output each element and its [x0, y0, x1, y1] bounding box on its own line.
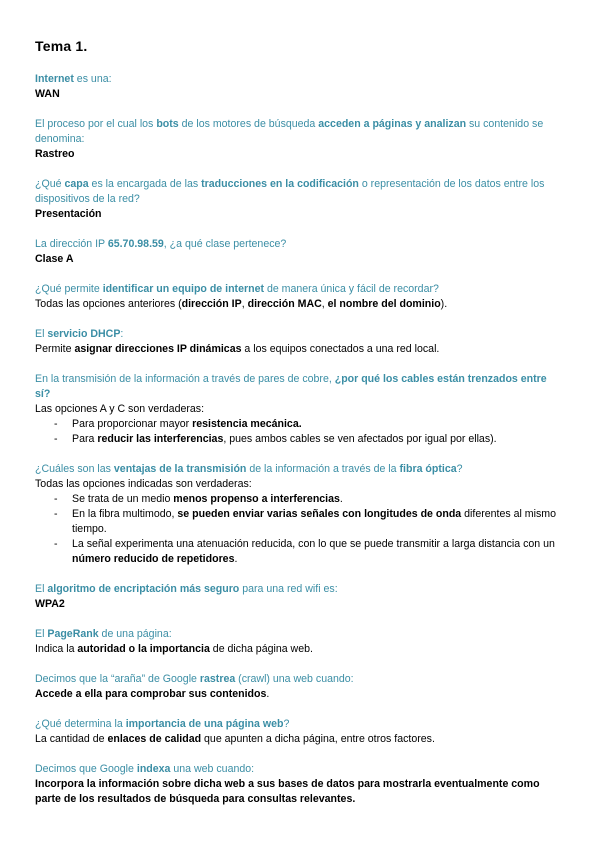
qa-block — [35, 177, 564, 222]
qa-block — [35, 237, 564, 267]
answer — [35, 297, 564, 312]
bold-text: se pueden enviar varias señales con longitudes de onda — [177, 508, 462, 520]
answer — [35, 252, 564, 267]
bold-text: ¿por qué los cables están trenzados entre sí? — [35, 373, 547, 400]
bold-text: 65.70.98.59 — [107, 238, 164, 250]
text-run: para una red wifi es: — [239, 583, 338, 595]
bold-text: algoritmo de encriptación más seguro — [47, 583, 240, 595]
text-run: ¿Qué determina la — [35, 718, 126, 730]
bold-text: indexa — [136, 763, 171, 775]
answer — [35, 687, 564, 702]
bold-text: fibra óptica — [399, 463, 457, 475]
text-run: ? — [456, 463, 463, 475]
answer — [35, 342, 564, 357]
bold-text: reducir las interferencias — [97, 433, 224, 445]
question — [35, 177, 564, 207]
bold-text: traducciones en la codificación — [201, 178, 359, 190]
bold-text: Rastreo — [35, 148, 75, 160]
bold-text: WPA2 — [35, 598, 65, 610]
text-run: de dicha página web. — [209, 643, 313, 655]
bold-text: acceden a páginas y analizan — [318, 118, 467, 130]
text-run: ¿Qué permite — [35, 283, 103, 295]
question — [35, 627, 564, 642]
bold-text: capa — [64, 178, 89, 190]
bold-text: asignar direcciones IP dinámicas — [74, 343, 242, 355]
question — [35, 72, 564, 87]
bold-text: Incorpora la información sobre dicha web a sus bases de datos para mostrarla eventualmente como parte de los resultados de búsqueda para consultas relevantes. — [35, 778, 540, 805]
text-run: La señal experimenta una atenuación reducida, con lo que se puede transmitir a larga distancia con un — [72, 538, 555, 550]
text-run: su contenido se denomina: — [35, 118, 544, 145]
bold-text: dirección MAC — [247, 298, 322, 310]
answer — [35, 642, 564, 657]
bold-text: número reducido de repetidores — [72, 553, 235, 565]
bold-text: Presentación — [35, 208, 102, 220]
qa-block — [35, 582, 564, 612]
question — [35, 327, 564, 342]
text-run: En la transmisión de la información a través de pares de cobre, — [35, 373, 335, 385]
text-run: Todas las opciones indicadas son verdaderas: — [35, 478, 252, 490]
text-run: El — [35, 628, 48, 640]
text-run: , pues ambos cables se ven afectados por igual por ellas). — [223, 433, 497, 445]
text-run: ? — [283, 718, 290, 730]
question — [35, 582, 564, 597]
text-run: El proceso por el cual los — [35, 118, 157, 130]
bold-text: rastrea — [199, 673, 236, 685]
qa-block — [35, 117, 564, 162]
qa-block — [35, 672, 564, 702]
text-run: Decimos que Google — [35, 763, 137, 775]
text-run: . — [266, 688, 270, 700]
bold-text: dirección IP — [181, 298, 242, 310]
text-run: , — [321, 298, 328, 310]
text-run: de los motores de búsqueda — [178, 118, 319, 130]
bold-text: Clase A — [35, 253, 74, 265]
answer — [35, 87, 564, 102]
bold-text: identificar un equipo de internet — [102, 283, 264, 295]
text-run: La dirección IP — [35, 238, 108, 250]
question — [35, 282, 564, 297]
question — [35, 672, 564, 687]
bold-text: WAN — [35, 88, 60, 100]
text-run: es una: — [73, 73, 112, 85]
qa-block — [35, 282, 564, 312]
answer-list — [35, 492, 564, 567]
list-item — [35, 492, 564, 507]
text-run: es la encargada de las — [88, 178, 202, 190]
text-run: El — [35, 328, 48, 340]
text-run: Indica la — [35, 643, 78, 655]
answer — [35, 477, 564, 492]
bold-text: autoridad o la importancia — [77, 643, 210, 655]
bold-text: el nombre del dominio — [327, 298, 441, 310]
bold-text: servicio DHCP — [47, 328, 121, 340]
text-run: . — [339, 493, 343, 505]
answer — [35, 147, 564, 162]
qa-block — [35, 717, 564, 747]
text-run: , ¿a qué clase pertenece? — [163, 238, 287, 250]
bold-text: bots — [156, 118, 179, 130]
list-item — [35, 432, 564, 447]
bold-text: enlaces de calidad — [107, 733, 202, 745]
page-title: Tema 1. — [35, 38, 88, 54]
question — [35, 462, 564, 477]
bold-text: menos propenso a interferencias — [173, 493, 340, 505]
text-run: diferentes al mismo tiempo. — [72, 508, 556, 535]
text-run: Se trata de un medio — [72, 493, 174, 505]
text-run: . — [234, 553, 238, 565]
text-run: Para — [72, 433, 98, 445]
text-run: El — [35, 583, 48, 595]
text-run: Las opciones A y C son verdaderas: — [35, 403, 205, 415]
text-run: Permite — [35, 343, 75, 355]
text-run: En la fibra multimodo, — [72, 508, 178, 520]
text-run: Decimos que la “araña” de Google — [35, 673, 200, 685]
text-run: Para proporcionar mayor — [72, 418, 193, 430]
text-run: o representación de los datos entre los dispositivos de la red? — [35, 178, 545, 205]
list-item — [35, 417, 564, 432]
answer — [35, 732, 564, 747]
qa-block — [35, 72, 564, 102]
list-item — [35, 507, 564, 537]
answer — [35, 777, 564, 807]
question — [35, 372, 564, 402]
text-run: ¿Cuáles son las — [35, 463, 114, 475]
text-run: La cantidad de — [35, 733, 108, 745]
text-run: de una página: — [98, 628, 172, 640]
qa-block — [35, 327, 564, 357]
answer-list — [35, 417, 564, 447]
text-run: (crawl) una web cuando: — [235, 673, 354, 685]
text-run: Todas las opciones anteriores ( — [35, 298, 182, 310]
text-run: , — [241, 298, 248, 310]
answer — [35, 207, 564, 222]
answer — [35, 597, 564, 612]
text-run: de manera única y fácil de recordar? — [264, 283, 439, 295]
text-run: ). — [440, 298, 448, 310]
question-list — [35, 72, 564, 807]
bold-text: resistencia mecánica. — [192, 418, 302, 430]
text-run: que apunten a dicha página, entre otros factores. — [201, 733, 435, 745]
bold-text: ventajas de la transmisión — [113, 463, 247, 475]
list-item — [35, 537, 564, 567]
answer — [35, 402, 564, 417]
qa-block — [35, 627, 564, 657]
text-run: ¿Qué — [35, 178, 65, 190]
bold-text: Accede a ella para comprobar sus contenidos — [35, 688, 267, 700]
question — [35, 762, 564, 777]
bold-text: importancia de una página web — [125, 718, 284, 730]
text-run: una web cuando: — [170, 763, 255, 775]
text-run: de la información a través de la — [246, 463, 400, 475]
bold-text: Internet — [35, 73, 74, 85]
qa-block — [35, 462, 564, 567]
qa-block — [35, 372, 564, 447]
question — [35, 237, 564, 252]
text-run: a los equipos conectados a una red local. — [241, 343, 440, 355]
qa-block — [35, 762, 564, 807]
question — [35, 717, 564, 732]
text-run: : — [120, 328, 124, 340]
bold-text: PageRank — [47, 628, 99, 640]
question — [35, 117, 564, 147]
